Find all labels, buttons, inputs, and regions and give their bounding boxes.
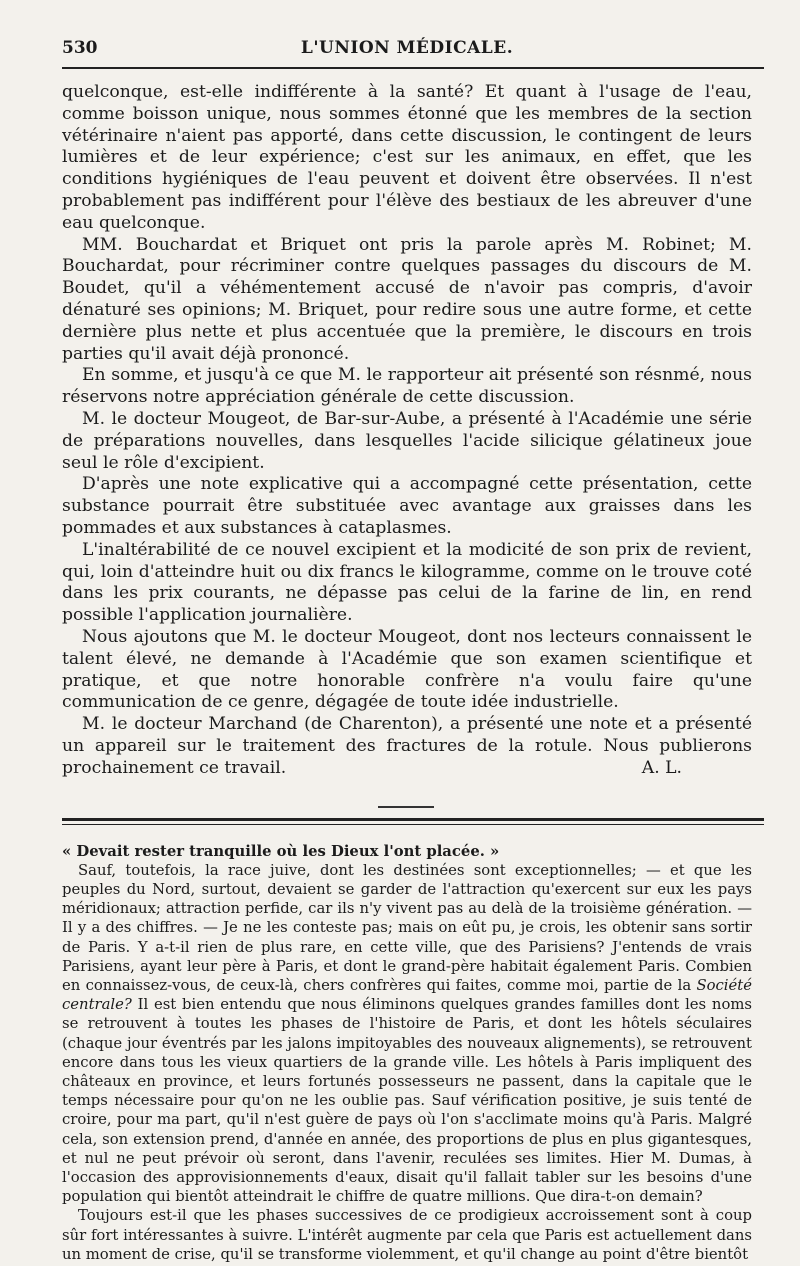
article-paragraph: En somme, et jusqu'à ce que M. le rapporteur ait présenté son résnmé, nous réservons notre appréciation générale de cette discussion. — [62, 365, 752, 408]
feuilleton-text: Il est bien entendu que nous éliminons quelques grandes familles dont les noms se retrouvent à toutes les phases de l'histoire de Paris, et dont les hôtels séculaires (chaque jour éventrés par les jalons impitoyables des nouveaux alignements), se retrouvent encore dans tous les vieux quartiers de la grande ville. Les hôtels à Paris impliquent des châteaux en province, et leurs fortunés possesseurs ne passent, dans la capitale que le temps nécessaire pour qu'on ne les oublie pas. Sauf vérification positive, je suis tenté de croire, pour ma part, qu'il n'est guère de pays où l'on s'acclimate moins qu'à Paris. Malgré cela, son extension prend, d'année en année, des proportions de plus en plus gigantesques, et nul ne peut prévoir où seront, dans l'avenir, reculées ses limites. Hier M. Dumas, à l'occasion des approvisionnements d'eaux, disait qu'il fallait tabler sur les besoins d'une population qui bientôt atteindrait le chiffre de quatre millions. Que dira-t-on demain? — [62, 996, 752, 1206]
feuilleton-paragraph: Toujours est-il que les phases successives de ce prodigieux accroissement sont à coup sûr fort intéressantes à suivre. L'intérêt augmente par cela que Paris est actuellement dans un moment de crise, qu'il se transforme violemment, et qu'il change au point d'être bientôt — [62, 1207, 752, 1263]
article-paragraph-text: M. le docteur Marchand (de Charenton), a présenté une note et a présenté un appareil sur le traitement des fractures de la rotule. Nous publierons prochainement ce travail. — [62, 714, 752, 778]
article-paragraph: MM. Bouchardat et Briquet ont pris la parole après M. Robinet; M. Bouchardat, pour récriminer contre quelques passages du discours de M. Boudet, qu'il a véhémentement accusé de n'avoir pas compris, d'avoir dénaturé ses opinions; M. Briquet, pour redire sous une autre forme, et cette dernière plus nette et plus accentuée que la première, le discours en trois parties qu'il avait déjà prononcé. — [62, 234, 752, 364]
feuilleton-rule-thick — [62, 818, 764, 821]
page-number: 530 — [62, 38, 98, 58]
author-signature: A. L. — [641, 757, 682, 778]
journal-title: L'UNION MÉDICALE. — [300, 38, 514, 58]
short-rule — [378, 806, 434, 808]
section-divider — [62, 794, 752, 824]
article-paragraph: quelconque, est-elle indifférente à la santé? Et quant à l'usage de l'eau, comme boisson unique, nous sommes étonné que les membres de la section vétérinaire n'aient pas apporté, dans cette discussion, le contingent de leurs lumières et de leur expérience; c'est sur les animaux, en effet, que les conditions hygiéniques de l'eau peuvent et doivent être observées. Il n'est probablement pas indifférent pour l'élève des bestiaux de les abreuver d'une eau quelconque. — [62, 82, 752, 233]
journal-page — [62, 30, 752, 1264]
feuilleton-rule-thin — [62, 824, 764, 825]
article-paragraph: M. le docteur Mougeot, de Bar-sur-Aube, a présenté à l'Académie une série de préparations nouvelles, dans lesquelles l'acide silicique gélatineux joue seul le rôle d'excipient. — [62, 408, 752, 473]
academy-report — [62, 82, 752, 780]
feuilleton — [62, 842, 752, 1264]
header-rule — [62, 67, 764, 69]
article-paragraph: L'inaltérabilité de ce nouvel excipient et la modicité de son prix de revient, qui, loin d'atteindre huit ou dix francs le kilogramme, comme on le trouve coté dans les prix courants, ne dépasse pas celui de la farine de lin, en rend possible l'application journalière. — [62, 539, 752, 626]
article-paragraph: Nous ajoutons que M. le docteur Mougeot, dont nos lecteurs connaissent le talent élevé, ne demande à l'Académie que son examen scientifique et pratique, et que notre honorable confrère n'a voulu faire qu'une communication de ce genre, dégagée de toute idée industrielle. — [62, 626, 752, 713]
article-paragraph-last — [62, 714, 752, 779]
epigraph: « Devait rester tranquille où les Dieux l'ont placée. » — [62, 842, 500, 860]
article-paragraph: D'après une note explicative qui a accompagné cette présentation, cette substance pourrait être substituée avec avantage aux graisses dans les pommades et aux substances à cataplasmes. — [62, 474, 752, 538]
feuilleton-paragraph — [62, 861, 752, 1207]
feuilleton-text: Sauf, toutefois, la race juive, dont les destinées sont exceptionnelles; — et que les peuples du Nord, surtout, devaient se garder de l'attraction qu'exercent sur eux les pays méridionaux; attraction perfide, car ils n'y vivent pas au delà de la troisième génération. — Il y a des chiffres. — Je ne les conteste pas; mais on eût pu, je crois, les obtenir sans sortir de Paris. Y a-t-il rien de plus rare, en cette ville, que des Parisiens? J'entends de vrais Parisiens, ayant leur père à Paris, et dont le grand-père habitait également Paris. Combien en connaissez-vous, de ceux-là, chers confrères qui faites, comme moi, partie de la — [62, 861, 752, 994]
running-head — [62, 30, 752, 70]
society-name: Société centrale? — [62, 976, 752, 1014]
